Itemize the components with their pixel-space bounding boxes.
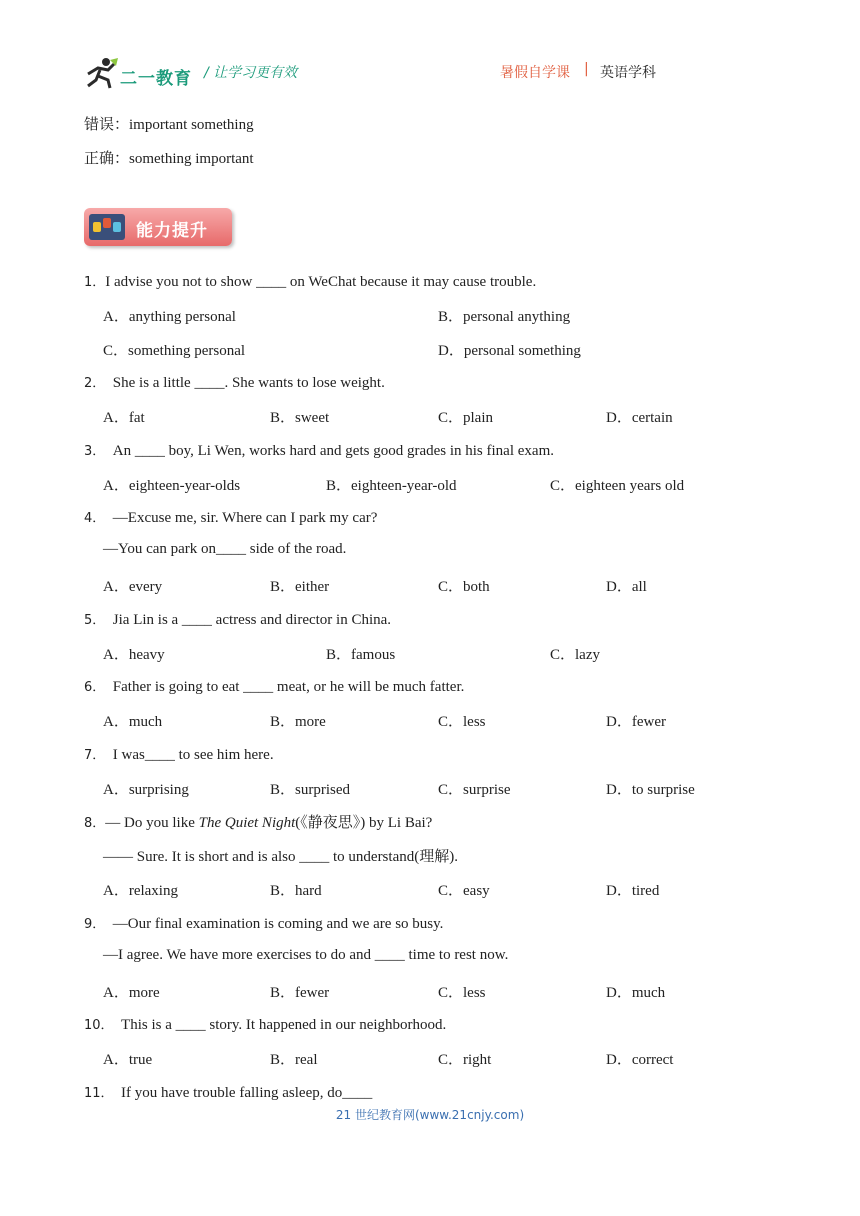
question-7 [84, 744, 274, 764]
question-number: 2． [84, 376, 106, 391]
question-3 [84, 440, 554, 460]
subject-label: 英语学科 [600, 65, 656, 81]
option: A．anything personal [103, 309, 236, 325]
question-6 [84, 676, 464, 696]
option: A．more [103, 985, 160, 1001]
question-text: —Excuse me, sir. Where can I park my car? [112, 510, 378, 526]
question-text-line2: —I agree. We have more exercises to do and ____ time to rest now. [103, 947, 509, 963]
question-text: I was____ to see him here. [112, 747, 274, 763]
option: D．all [606, 579, 647, 595]
question-10 [84, 1014, 446, 1034]
question-text: This is a ____ story. It happened in our neighborhood. [121, 1017, 447, 1033]
option: D．much [606, 985, 666, 1001]
question-9 [84, 913, 443, 933]
option: B．hard [270, 883, 322, 899]
option: C．less [438, 714, 486, 730]
option: B．more [270, 714, 326, 730]
option: D．to surprise [606, 782, 695, 798]
question-text: Father is going to eat ____ meat, or he will be much fatter. [112, 679, 465, 695]
question-1 [84, 271, 536, 291]
section-title: 能力提升 [136, 221, 208, 241]
question-text: Jia Lin is a ____ actress and director in China. [112, 612, 392, 628]
question-number: 7． [84, 748, 106, 763]
option: C．right [438, 1052, 492, 1068]
question-8 [84, 811, 432, 832]
option: A．every [103, 579, 163, 595]
option: B．either [270, 579, 330, 595]
option: D．personal something [438, 343, 581, 359]
question-2 [84, 372, 385, 392]
option: C．surprise [438, 782, 511, 798]
option: D．tired [606, 883, 660, 899]
question-number: 1． [84, 275, 106, 290]
option: A．fat [103, 410, 145, 426]
right-example: 正确：something important [84, 151, 254, 167]
people-icon [89, 214, 125, 240]
option: C．easy [438, 883, 490, 899]
option: C．less [438, 985, 486, 1001]
option: A．relaxing [103, 883, 178, 899]
section-banner [84, 208, 232, 246]
slogan: / 让学习更有效 [204, 65, 298, 81]
runner-logo-icon [84, 56, 120, 90]
question-text: — Do you like [105, 815, 199, 831]
question-number: 9． [84, 917, 106, 932]
option: C．lazy [550, 647, 600, 663]
question-text: —Our final examination is coming and we are so busy. [112, 916, 444, 932]
question-text-tail: (《静夜思》) by Li Bai? [295, 815, 433, 831]
footer: 21 世纪教育网(www.21cnjy.com) [335, 1108, 525, 1122]
question-number: 3． [84, 444, 106, 459]
question-number: 4． [84, 511, 106, 526]
option: B．famous [326, 647, 396, 663]
question-number: 6． [84, 680, 106, 695]
option: A．much [103, 714, 163, 730]
option: B．fewer [270, 985, 330, 1001]
question-text: An ____ boy, Li Wen, works hard and gets good grades in his final exam. [112, 443, 554, 459]
question-number: 8． [84, 816, 106, 831]
logo [84, 56, 194, 90]
option: C．both [438, 579, 490, 595]
option: B．sweet [270, 410, 330, 426]
option: D．certain [606, 410, 673, 426]
wrong-example: 错误：important something [84, 117, 254, 133]
question-number: 5． [84, 613, 106, 628]
question-text: I advise you not to show ____ on WeChat because it may cause trouble. [105, 274, 537, 290]
option: A．surprising [103, 782, 189, 798]
question-text-line2: —— Sure. It is short and is also ____ to understand(理解). [103, 849, 458, 865]
question-4 [84, 507, 377, 527]
option: B．eighteen-year-old [326, 478, 457, 494]
poem-title: The Quiet Night [198, 815, 296, 831]
option: A．eighteen-year-olds [103, 478, 241, 494]
question-number: 10． [84, 1018, 114, 1033]
course-label: 暑假自学课 [500, 65, 570, 81]
logo-text: 二一教育 [120, 69, 192, 89]
question-text-line2: —You can park on____ side of the road. [103, 541, 347, 557]
question-text: She is a little ____. She wants to lose weight. [112, 375, 385, 391]
question-text: If you have trouble falling asleep, do____ [121, 1085, 373, 1101]
question-number: 11． [84, 1086, 114, 1101]
question-5 [84, 609, 391, 629]
option: D．correct [606, 1052, 674, 1068]
question-11 [84, 1082, 372, 1102]
option: C．something personal [103, 343, 246, 359]
option: A．true [103, 1052, 153, 1068]
option: B．real [270, 1052, 318, 1068]
option: C．plain [438, 410, 493, 426]
header-separator: | [584, 61, 589, 77]
option: A．heavy [103, 647, 165, 663]
option: B．surprised [270, 782, 350, 798]
option: D．fewer [606, 714, 666, 730]
option: B．personal anything [438, 309, 571, 325]
option: C．eighteen years old [550, 478, 685, 494]
